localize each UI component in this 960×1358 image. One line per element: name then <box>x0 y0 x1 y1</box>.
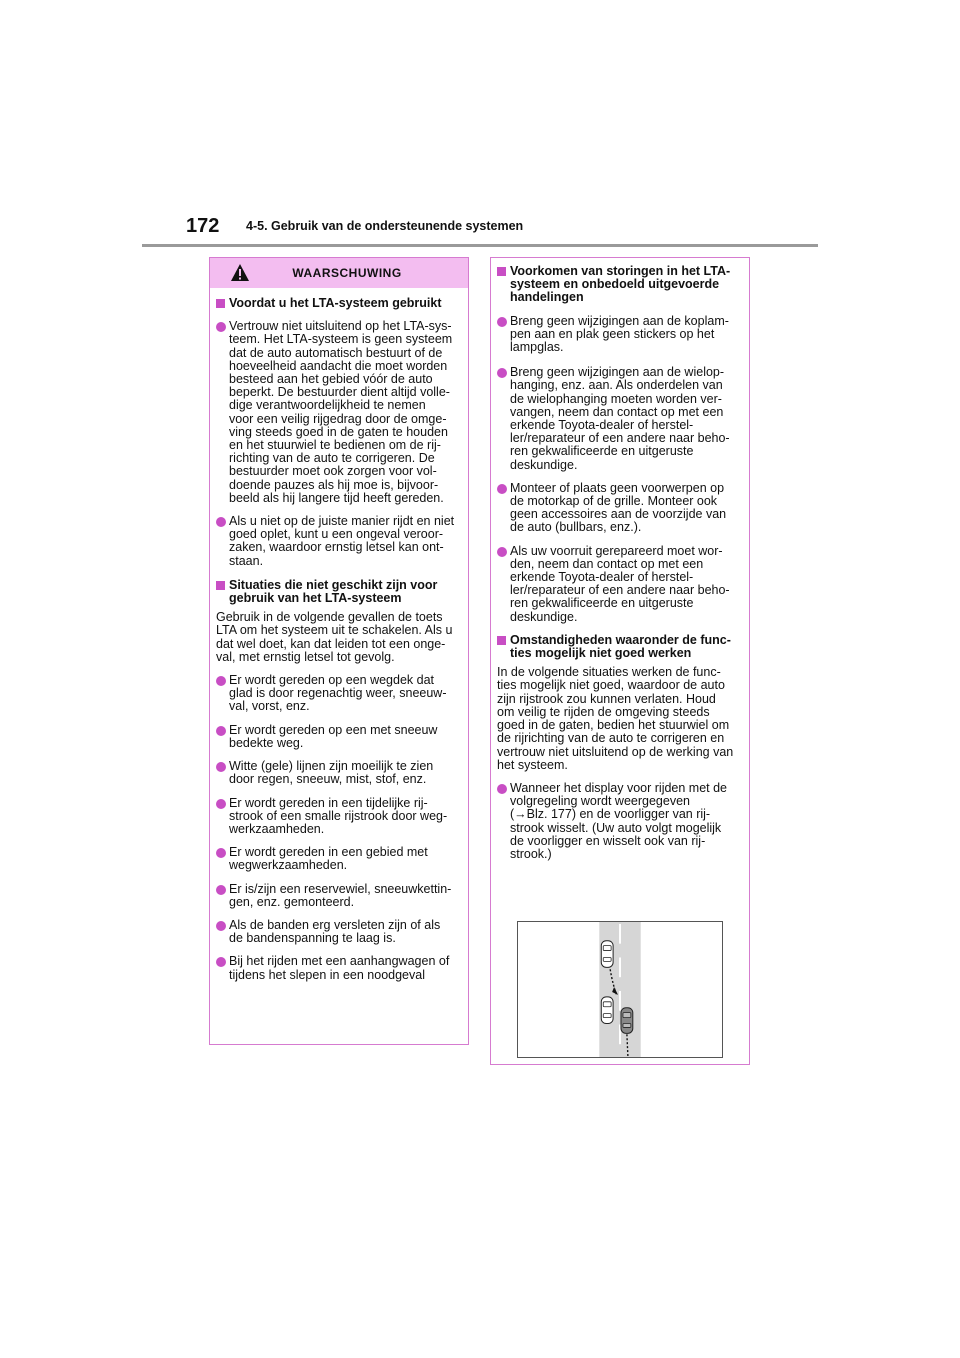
header-rule <box>142 244 818 247</box>
text-line: dige verantwoordelijkheid te nemen <box>229 398 426 413</box>
text-line: hanging, enz. aan. Als onderdelen van <box>510 378 723 393</box>
text-line: Situaties die niet geschikt zijn voor <box>229 577 438 592</box>
warning-title: WAARSCHUWING <box>292 266 402 280</box>
text-line: door regen, sneeuw, mist, stof, enz. <box>229 772 427 787</box>
heading-square-icon <box>497 636 506 645</box>
text-line: goed oplet, kunt u een ongeval veroor- <box>229 527 444 542</box>
text-line: ren gekwalificeerde en uitgeruste <box>510 444 694 459</box>
text-line: de voorligger en wisselt ook van rij- <box>510 833 706 848</box>
bullet-dot-icon <box>216 726 226 736</box>
text-line: Er wordt gereden in een tijdelijke rij- <box>229 795 428 810</box>
heading-square-icon <box>497 267 506 276</box>
heading-prevent-malfunction <box>497 265 743 305</box>
text-line: beeld als hij langere tijd heeft gereden. <box>229 490 444 505</box>
text-line: Witte (gele) lijnen zijn moeilijk te zien <box>229 759 434 774</box>
text-line: Voorkomen van storingen in het LTA- <box>510 264 731 278</box>
warning-bullet-trailer <box>216 955 462 981</box>
text-line: den, neem dan contact op met een <box>510 556 704 571</box>
bullet-dot-icon <box>216 762 226 772</box>
text-line: vangen, neem dan contact op met een <box>510 404 724 419</box>
text-line: Gebruik in de volgende gevallen de toets <box>216 610 443 625</box>
lane-change-illustration <box>517 921 723 1058</box>
bullet-dot-icon <box>497 317 507 327</box>
text-line: glad is door regenachtig weer, sneeuw- <box>229 686 447 701</box>
text-line: besteed aan het gebied vóór de auto <box>229 372 433 387</box>
text-line: de bandenspanning te laag is. <box>229 931 396 946</box>
text-line: zijn rijstrook zou kunnen verlaten. Houd <box>497 691 716 706</box>
text-line: deskundige. <box>510 457 578 472</box>
text-line: zaken, waardoor ernstig letsel kan ont- <box>229 540 444 555</box>
text-line: Er wordt gereden op een met sneeuw <box>229 722 438 737</box>
text-line: ler/reparateur of een andere naar beho- <box>510 431 730 446</box>
warning-paragraph-switch-off <box>216 611 462 664</box>
section-title: 4-5. Gebruik van de ondersteunende systemen <box>246 219 524 233</box>
second-car-icon <box>601 997 613 1024</box>
text-line: Als uw voorruit gerepareerd moet wor- <box>510 543 723 558</box>
warning-heading-before-use <box>216 297 462 310</box>
warning-bullet-snow-road <box>216 724 462 750</box>
page-number: 172 <box>186 215 220 237</box>
text-line: wegwerkzaamheden. <box>229 858 348 873</box>
bullet-dot-icon <box>216 885 226 895</box>
text-line: teem. Het LTA-systeem is geen systeem <box>229 332 453 347</box>
warning-bullet-drive-correctly <box>216 515 462 568</box>
text-line: dat de auto automatisch bestuurt of de <box>229 345 443 360</box>
text-line: erkende Toyota-dealer of herstel- <box>510 570 694 585</box>
heading-functions-not-working <box>497 634 743 660</box>
text-line: ving steeds goed in de gaten te houden <box>229 424 448 439</box>
text-line: Er is/zijn een reservewiel, sneeuwkettin- <box>229 881 452 896</box>
bullet-dot-icon <box>216 848 226 858</box>
text-line: gebruik van het LTA-systeem <box>229 591 402 606</box>
text-line: bedekte weg. <box>229 735 304 750</box>
text-line: Als de banden erg versleten zijn of als <box>229 917 441 932</box>
text-line: Bij het rijden met een aanhangwagen of <box>229 954 450 969</box>
bullet-dot-icon <box>216 676 226 686</box>
text-line: Wanneer het display voor rijden met de <box>510 780 728 795</box>
text-line: werkzaamheden. <box>229 821 325 836</box>
bullet-follow-display <box>497 782 743 861</box>
text-line: de rijrichting van de auto te corrigeren en <box>497 731 725 746</box>
paragraph-situations <box>497 666 743 772</box>
bullet-hood-grille <box>497 482 743 535</box>
text-line: erkende Toyota-dealer of herstel- <box>510 418 694 433</box>
text-line: om veilig te rijden de omgeving steeds <box>497 704 710 719</box>
text-line: Voordat u het LTA-systeem gebruikt <box>229 296 442 310</box>
text-line: val, vorst, enz. <box>229 699 310 714</box>
text-line: (→Blz. 177) en de voorligger van rij- <box>510 807 711 822</box>
bullet-suspension <box>497 366 743 472</box>
text-line: staan. <box>229 553 264 568</box>
warning-header <box>210 258 468 288</box>
text-line: voor een veilig rijgedrag door de omge- <box>229 411 447 426</box>
text-line: beperkt. De bestuurder dient altijd volle- <box>229 385 450 400</box>
bullet-dot-icon <box>497 784 507 794</box>
text-line: ler/reparateur of een andere naar beho- <box>510 583 730 598</box>
text-line: richting van de auto te corrigeren. De <box>229 451 435 466</box>
warning-box <box>209 257 469 1045</box>
bullet-dot-icon <box>216 957 226 967</box>
heading-square-icon <box>216 299 225 308</box>
text-line: LTA om het systeem uit te schakelen. Als u <box>216 623 453 638</box>
text-line: de motorkap of de grille. Monteer ook <box>510 494 718 509</box>
text-line: systeem en onbedoeld uitgevoerde <box>510 277 720 292</box>
text-line: bestuurder moet ook zorgen voor vol- <box>229 464 437 479</box>
warning-heading-unsuitable <box>216 579 462 605</box>
text-line: Monteer of plaats geen voorwerpen op <box>510 480 725 495</box>
warning-bullet-trust <box>216 320 462 505</box>
warning-bullet-roadworks <box>216 846 462 872</box>
text-line: pen aan en plak geen stickers op het <box>510 326 715 341</box>
bullet-headlights <box>497 315 743 355</box>
text-line: dat wel doet, kan dat leiden tot een onge- <box>216 636 446 651</box>
text-line: de wielophanging moeten worden ver- <box>510 391 722 406</box>
text-line: strook of een smalle rijstrook door weg- <box>229 808 448 823</box>
text-line: Breng geen wijzigingen aan de koplam- <box>510 313 729 328</box>
text-line: doende pauzes als hij moe is, bijvoor- <box>229 477 439 492</box>
warning-triangle-icon <box>230 263 250 282</box>
heading-square-icon <box>216 581 225 590</box>
text-line: ties mogelijk niet goed werken <box>510 646 692 661</box>
warning-bullet-lines-hard-to-see <box>216 760 462 786</box>
text-line: tijdens het slepen in een noodgeval <box>229 967 425 982</box>
bullet-dot-icon <box>497 547 507 557</box>
text-line: geen accessoires aan de voorzijde van <box>510 507 727 522</box>
bullet-dot-icon <box>497 484 507 494</box>
text-line: Er wordt gereden in een gebied met <box>229 845 428 860</box>
text-line: Vertrouw niet uitsluitend op het LTA-sys- <box>229 319 452 334</box>
own-car-icon <box>621 1008 633 1034</box>
leading-car-icon <box>601 941 613 968</box>
text-line: Breng geen wijzigingen aan de wielop- <box>510 365 725 380</box>
text-line: de auto (bullbars, enz.). <box>510 520 642 535</box>
text-line: strook.) <box>510 846 552 861</box>
text-line: en het stuurwiel te bedienen om de rij- <box>229 438 441 453</box>
warning-bullet-temporary-lane <box>216 797 462 837</box>
text-line: goed in de gaten, bedien het stuurwiel om <box>497 718 730 733</box>
text-line: gen, enz. gemonteerd. <box>229 894 355 909</box>
text-line: Als u niet op de juiste manier rijdt en niet <box>229 514 455 529</box>
text-line: Er wordt gereden op een wegdek dat <box>229 673 434 688</box>
bullet-dot-icon <box>497 368 507 378</box>
text-line: deskundige. <box>510 609 578 624</box>
text-line: strook wisselt. (Uw auto volgt mogelijk <box>510 820 722 835</box>
bullet-dot-icon <box>216 799 226 809</box>
text-line: ren gekwalificeerde en uitgeruste <box>510 596 694 611</box>
bullet-windshield <box>497 545 743 624</box>
text-line: het systeem. <box>497 757 568 772</box>
continued-warning-box <box>490 257 750 1065</box>
text-line: vertrouw niet uitsluitend op de werking van <box>497 744 734 759</box>
text-line: lampglas. <box>510 340 564 355</box>
bullet-dot-icon <box>216 322 226 332</box>
warning-bullet-slippery <box>216 674 462 714</box>
text-line: In de volgende situaties werken de func- <box>497 665 721 680</box>
text-line: Omstandigheden waaronder de func- <box>510 632 731 647</box>
warning-bullet-spare-wheel <box>216 883 462 909</box>
warning-bullet-tyres <box>216 919 462 945</box>
text-line: ties mogelijk niet goed, waardoor de auto <box>497 678 725 693</box>
text-line: volgregeling wordt weergegeven <box>510 794 690 809</box>
text-line: handelingen <box>510 290 584 305</box>
bullet-dot-icon <box>216 921 226 931</box>
bullet-dot-icon <box>216 517 226 527</box>
text-line: hoeveelheid aandacht die moet worden <box>229 358 448 373</box>
text-line: val, met ernstig letsel tot gevolg. <box>216 649 395 664</box>
